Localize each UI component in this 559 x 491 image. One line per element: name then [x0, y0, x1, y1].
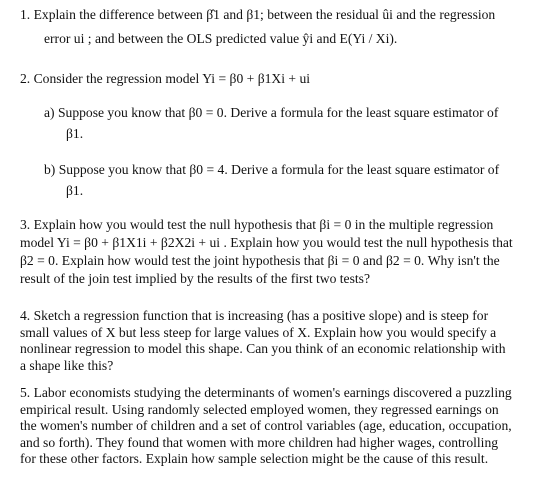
question-4-line-3: nonlinear regression to model this shape. Can you think of an economic relationship with: [20, 341, 506, 356]
question-2a-line-2: β1.: [66, 126, 84, 141]
question-2b: [44, 161, 540, 200]
question-1-line-1: 1. Explain the difference between β̂1 and β1; between the residual ûi and the regression: [20, 7, 496, 22]
question-2-intro: 2. Consider the regression model Yi = β0 + β1Xi + ui: [20, 71, 311, 86]
question-2b-line-1: b) Suppose you know that β0 = 4. Derive a formula for the least square estimator of: [44, 162, 500, 177]
question-1-line-2: error ui ; and between the OLS predicted value ŷi and E(Yi / Xi).: [44, 31, 398, 46]
question-2b-line-2: β1.: [66, 183, 84, 198]
question-2a: [44, 104, 540, 143]
question-5-line-5: for these other factors. Explain how sample selection might be the cause of this result.: [20, 451, 489, 466]
question-5-line-4: and so forth). They found that women with more children had higher wages, controlling: [20, 434, 499, 450]
question-3: [20, 216, 540, 288]
question-3-line-4: result of the join test implied by the results of the first two tests?: [20, 271, 370, 286]
question-3-line-3: β2 = 0. Explain how would test the joint hypothesis that βi = 0 and β2 = 0. Why isn't the: [20, 253, 500, 268]
question-4: [20, 308, 540, 374]
question-2a-line-1: a) Suppose you know that β0 = 0. Derive a formula for the least square estimator of: [44, 105, 499, 120]
question-4-line-4: a shape like this?: [20, 357, 114, 373]
question-5-line-1: 5. Labor economists studying the determinants of women's earnings discovered a puzzling: [20, 385, 512, 400]
question-5-line-2: empirical result. Using randomly selected employed women, they regressed earnings on: [20, 401, 499, 417]
question-4-line-1: 4. Sketch a regression function that is increasing (has a positive slope) and is steep for: [20, 308, 489, 323]
question-3-line-1: 3. Explain how you would test the null hypothesis that βi = 0 in the multiple regression: [20, 217, 494, 232]
question-1: [20, 6, 540, 48]
question-3-line-2: model Yi = β0 + β1X1i + β2X2i + ui . Explain how you would test the null hypothesis that: [20, 235, 513, 250]
question-4-line-2: small values of X but less steep for large values of X. Explain how you would specify a: [20, 324, 497, 340]
question-5-line-3: the women's number of children and a set of control variables (age, education, occupation,: [20, 418, 512, 433]
question-5: [20, 385, 540, 468]
question-2: [20, 70, 540, 88]
